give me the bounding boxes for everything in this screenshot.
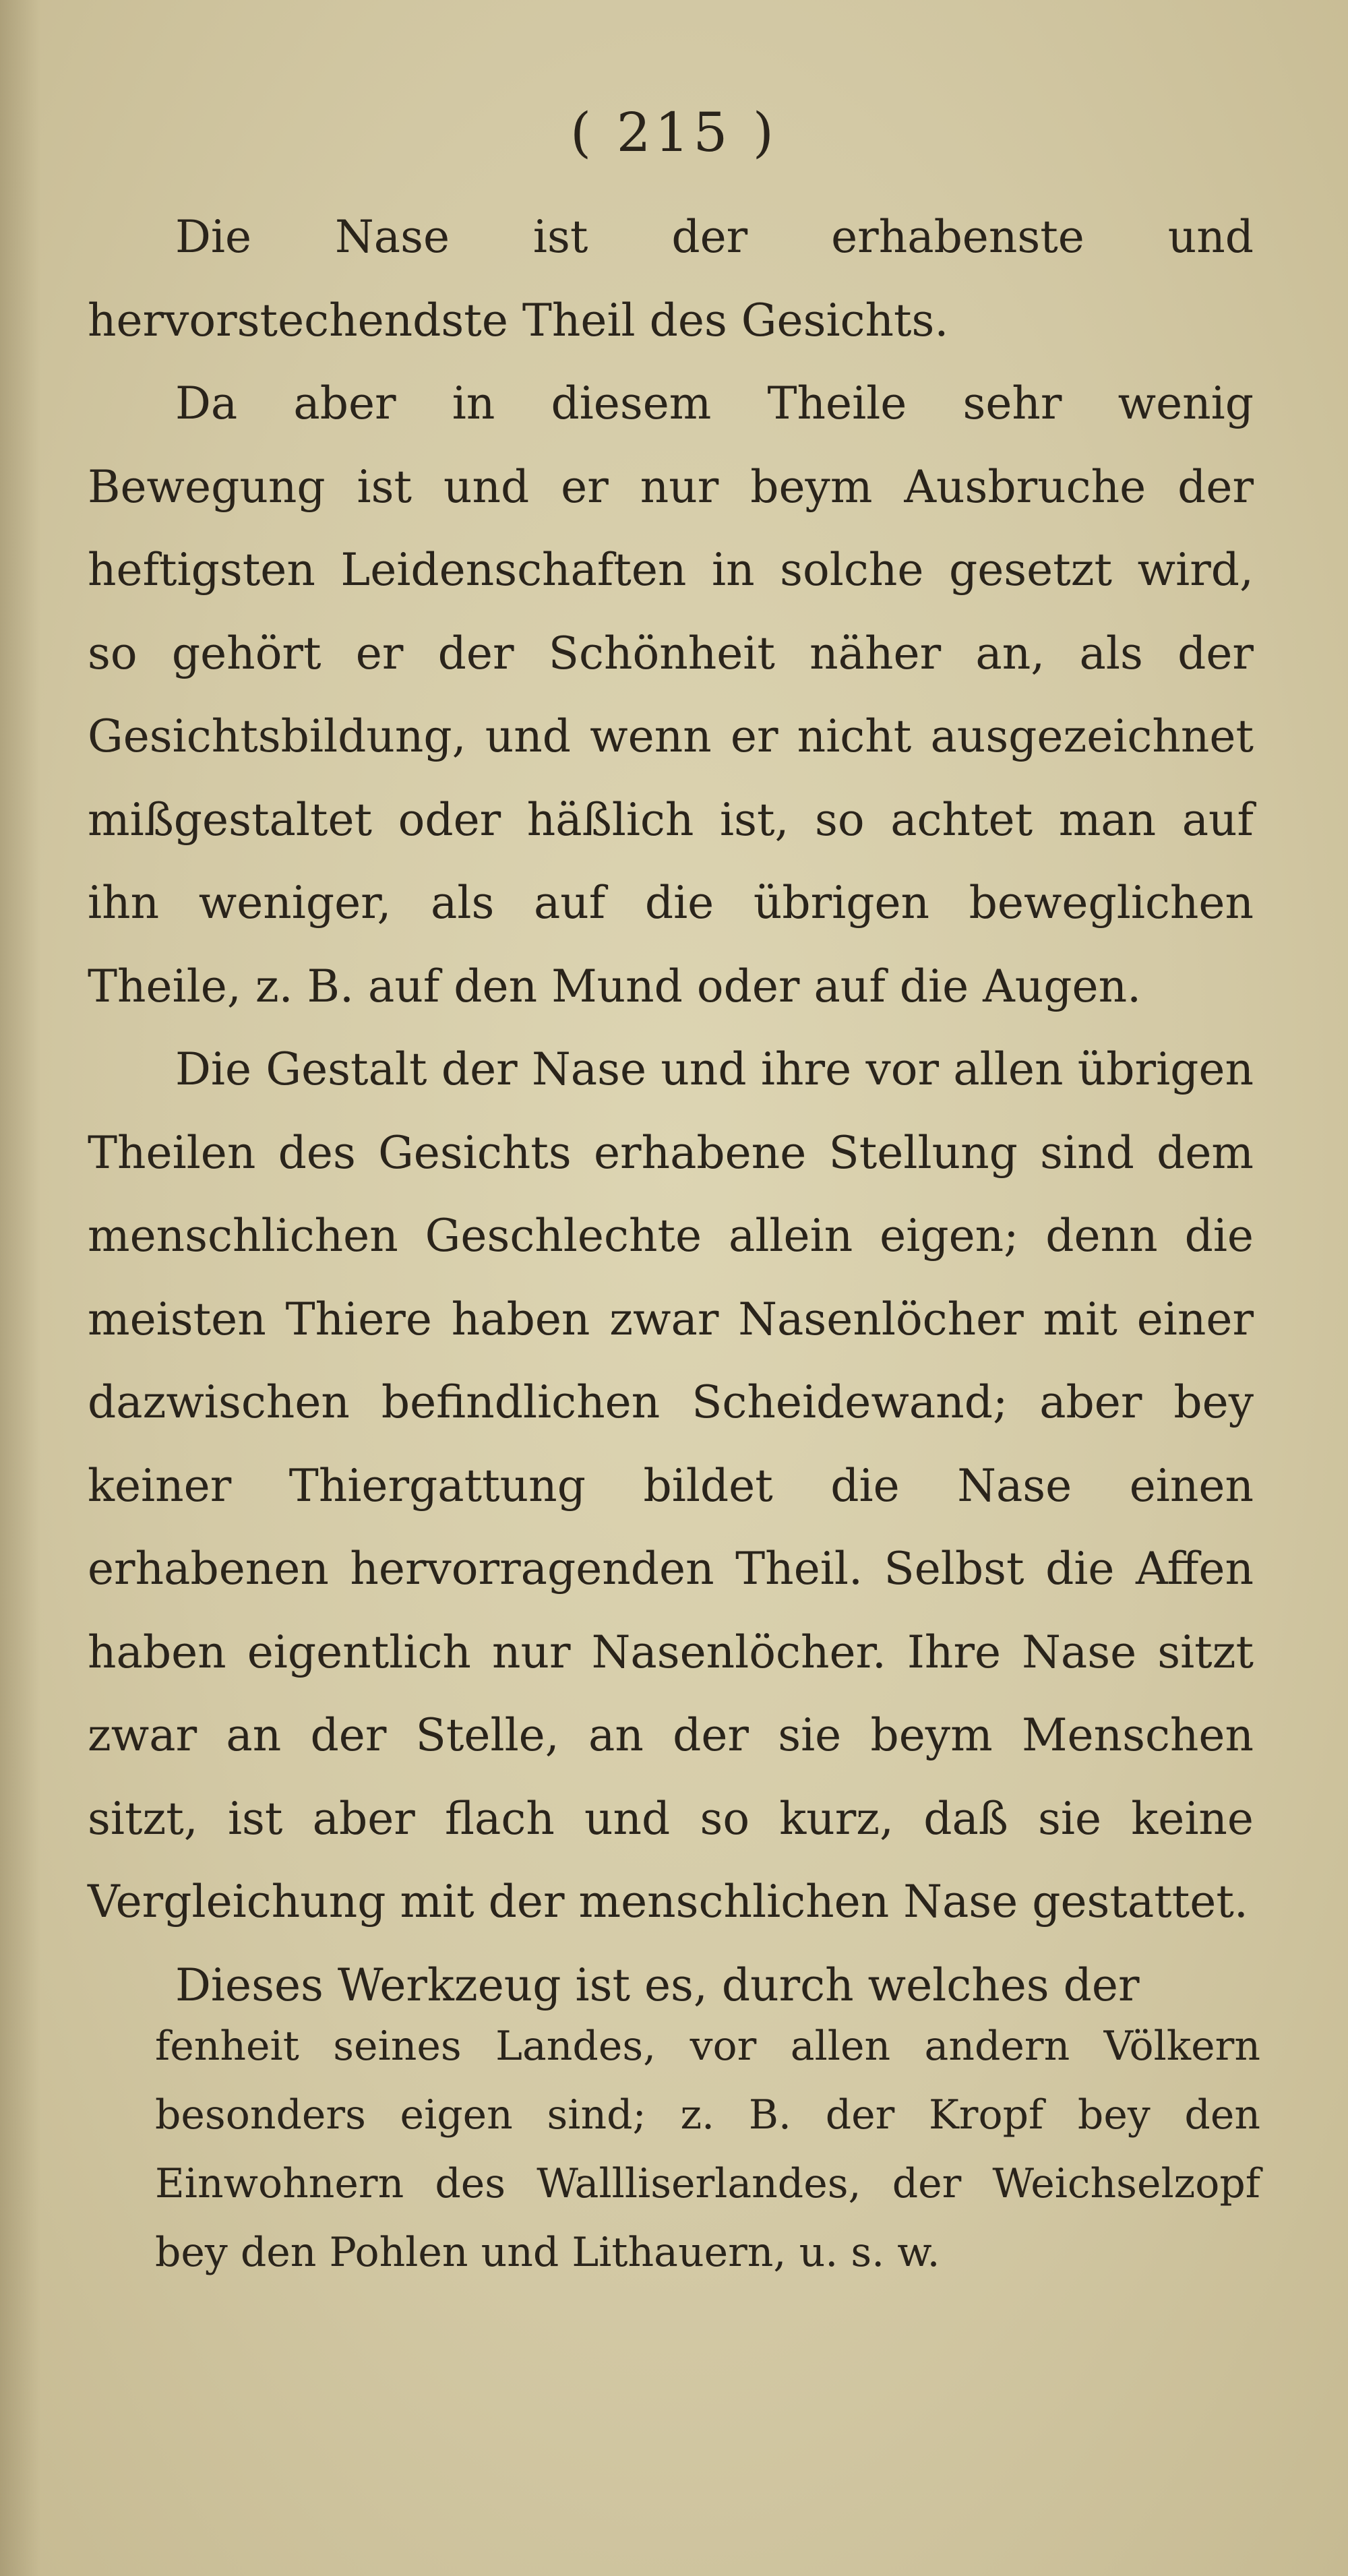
paragraph: Die Gestalt der Nase und ihre vor allen übrigen Theilen des Gesichts erhabene Stellung sind dem menschlichen Geschlechte allein eigen; denn die meisten Thiere haben zwar Nasenlöcher mit einer dazwischen befindlichen Scheidewand; aber bey keiner Thiergattung bildet die Nase einen erhabenen hervorragenden Theil. Selbst die Affen haben eigentlich nur Nasenlöcher. Ihre Nase sitzt zwar an der Stelle, an der sie beym Menschen sitzt, ist aber flach und so kurz, daß sie keine Vergleichung mit der menschlichen Nase gestattet.	[88, 1043, 1254, 1928]
main-text	[88, 195, 1254, 2027]
page-edge-shadow	[0, 0, 40, 2576]
paragraph: Da aber in diesem Theile sehr wenig Bewegung ist und er nur beym Ausbruche der heftigsten Leidenschaften in solche gesetzt wird, so gehört er der Schönheit näher an, als der Gesichtsbildung, und wenn er nicht ausgezeichnet mißgestaltet oder häßlich ist, so achtet man auf ihn weniger, als auf die übrigen beweglichen Theile, z. B. auf den Mund oder auf die Augen.	[88, 377, 1254, 1012]
paragraph: Dieses Werkzeug ist es, durch welches der	[175, 1959, 1140, 2011]
footnote: fenheit seines Landes, vor allen andern Völkern besonders eigen sind; z. B. der Kropf bey den Einwohnern des Wallliserlandes, der Weichselzopf bey den Pohlen und Lithauern, u. s. w.	[155, 2023, 1260, 2276]
page-number: ( 215 )	[570, 101, 778, 164]
paragraph: Die Nase ist der erhabenste und hervorstechendste Theil des Gesichts.	[88, 211, 1254, 346]
